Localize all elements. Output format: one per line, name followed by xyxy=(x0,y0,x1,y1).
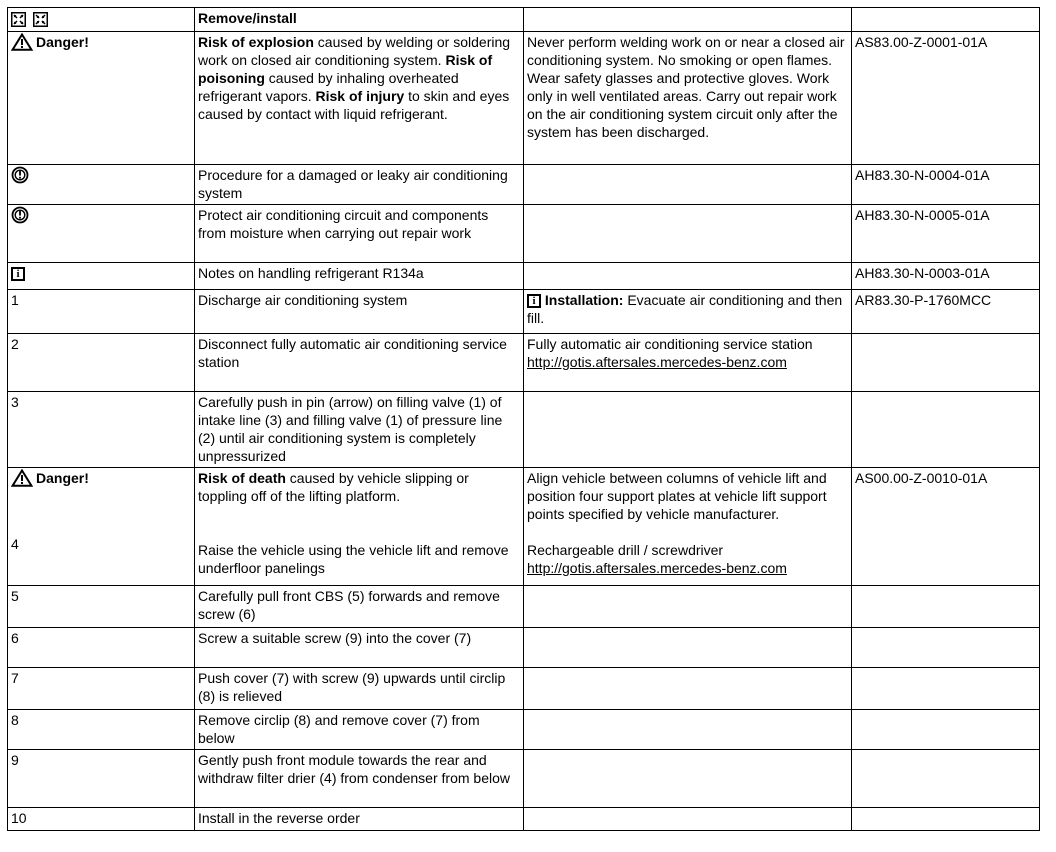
step-number: 4 xyxy=(11,536,19,552)
step-note xyxy=(524,628,852,668)
warning-triangle-icon xyxy=(11,33,33,51)
installation-text: Evacuate air conditioning and then fill. xyxy=(527,292,843,326)
tool-name: Fully automatic air conditioning service station xyxy=(527,336,813,352)
risk-label: Risk of explosion xyxy=(198,34,314,50)
tool-link[interactable]: http://gotis.aftersales.mercedes-benz.com xyxy=(527,354,787,370)
reference-link xyxy=(852,392,1040,468)
step-number: 8 xyxy=(8,710,195,750)
table-row xyxy=(8,290,1040,334)
step-note: Never perform welding work on or near a closed air conditioning system. No smoking or open flames. Wear safety glasses and protective gloves. Work only in well ventilated areas. Carry out repair work on the air conditioning system circuit only after the system has been discharged. xyxy=(524,32,852,165)
table-row xyxy=(8,263,1040,290)
step-description: Carefully pull front CBS (5) forwards and remove screw (6) xyxy=(195,586,524,628)
table-row xyxy=(8,808,1040,831)
header-empty-note xyxy=(524,8,852,32)
procedure-table xyxy=(7,7,1040,831)
danger-label: Danger! xyxy=(36,470,89,486)
step-note xyxy=(524,165,852,205)
step-description: Disconnect fully automatic air conditioning service station xyxy=(195,334,524,392)
step-number: 10 xyxy=(8,808,195,831)
reference-link xyxy=(852,750,1040,808)
step-description: Notes on handling refrigerant R134a xyxy=(195,263,524,290)
step-description: Carefully push in pin (arrow) on filling valve (1) of intake line (3) and filling valve (1) of pressure line (2) until air conditioning system is completely unpressurized xyxy=(195,392,524,468)
reference-link xyxy=(852,628,1040,668)
table-row xyxy=(8,750,1040,808)
risk-text: to skin and eyes caused by contact with liquid refrigerant. xyxy=(198,88,510,122)
marker-cell xyxy=(8,32,195,165)
step-number: 7 xyxy=(8,668,195,710)
step-note xyxy=(524,392,852,468)
step-description: Screw a suitable screw (9) into the cover (7) xyxy=(195,628,524,668)
table-row xyxy=(8,628,1040,668)
reference-link xyxy=(852,710,1040,750)
table-row xyxy=(8,710,1040,750)
step-note xyxy=(524,334,852,392)
table-row xyxy=(8,392,1040,468)
tool-name: Rechargeable drill / screwdriver xyxy=(527,542,724,558)
risk-label: Risk of injury xyxy=(315,88,405,104)
step-number: 3 xyxy=(8,392,195,468)
table-row xyxy=(8,205,1040,263)
marker-cell xyxy=(8,468,195,586)
table-row xyxy=(8,165,1040,205)
step-description: Push cover (7) with screw (9) upwards until circlip (8) is relieved xyxy=(195,668,524,710)
reference-link xyxy=(852,586,1040,628)
table-row xyxy=(8,468,1040,586)
header-empty-ref xyxy=(852,8,1040,32)
step-description xyxy=(195,32,524,165)
step-number: 1 xyxy=(8,290,195,334)
step-number: 9 xyxy=(8,750,195,808)
step-note xyxy=(524,263,852,290)
step-number: 6 xyxy=(8,628,195,668)
install-icon xyxy=(33,12,48,27)
step-number: 2 xyxy=(8,334,195,392)
marker-cell xyxy=(8,165,195,205)
risk-text: caused by inhaling overheated refrigerant vapors. xyxy=(198,70,459,104)
instruction-document xyxy=(7,7,1040,831)
risk-label: Risk of poisoning xyxy=(198,52,493,86)
caution-circle-icon xyxy=(11,166,29,184)
table-row xyxy=(8,334,1040,392)
step-note xyxy=(524,710,852,750)
step-note xyxy=(524,290,852,334)
header-title: Remove/install xyxy=(195,8,524,32)
risk-label: Risk of death xyxy=(198,470,286,486)
marker-cell xyxy=(8,263,195,290)
step-note xyxy=(524,750,852,808)
reference-link[interactable]: AH83.30-N-0005-01A xyxy=(852,205,1040,263)
step-note xyxy=(524,668,852,710)
risk-text: caused by vehicle slipping or toppling off of the lifting platform. xyxy=(198,470,469,504)
table-row xyxy=(8,668,1040,710)
step-description: Install in the reverse order xyxy=(195,808,524,831)
table-row xyxy=(8,586,1040,628)
step-description: Protect air conditioning circuit and components from moisture when carrying out repair work xyxy=(195,205,524,263)
step-description: Gently push front module towards the rear and withdraw filter drier (4) from condenser from below xyxy=(195,750,524,808)
reference-link[interactable]: AS83.00-Z-0001-01A xyxy=(852,32,1040,165)
reference-link[interactable]: AS00.00-Z-0010-01A xyxy=(852,468,1040,586)
step-description xyxy=(195,468,524,586)
step-note xyxy=(524,808,852,831)
risk-text: caused by welding or soldering work on closed air conditioning system. xyxy=(198,34,511,68)
step-note xyxy=(524,586,852,628)
reference-link xyxy=(852,668,1040,710)
info-box-icon: i xyxy=(527,294,541,308)
installation-label: Installation: xyxy=(544,292,624,308)
step-number: 5 xyxy=(8,586,195,628)
danger-note: Align vehicle between columns of vehicle lift and position four support plates at vehicle lift support points specified by vehicle manufacturer. xyxy=(527,470,827,522)
warning-triangle-icon xyxy=(11,469,33,487)
step-description: Remove circlip (8) and remove cover (7) from below xyxy=(195,710,524,750)
reference-link[interactable]: AH83.30-N-0004-01A xyxy=(852,165,1040,205)
step-description: Procedure for a damaged or leaky air conditioning system xyxy=(195,165,524,205)
marker-cell xyxy=(8,205,195,263)
reference-link[interactable]: AR83.30-P-1760MCC xyxy=(852,290,1040,334)
step-4-description: Raise the vehicle using the vehicle lift and remove underfloor panelings xyxy=(198,542,509,576)
info-box-icon: i xyxy=(11,267,25,281)
remove-icon xyxy=(11,12,26,27)
header-icons-cell xyxy=(8,8,195,32)
step-description: Discharge air conditioning system xyxy=(195,290,524,334)
danger-label: Danger! xyxy=(36,34,89,50)
step-note xyxy=(524,468,852,586)
caution-circle-icon xyxy=(11,206,29,224)
header-row xyxy=(8,8,1040,32)
table-row xyxy=(8,32,1040,165)
reference-link[interactable]: AH83.30-N-0003-01A xyxy=(852,263,1040,290)
reference-link xyxy=(852,808,1040,831)
reference-link xyxy=(852,334,1040,392)
step-note xyxy=(524,205,852,263)
tool-link[interactable]: http://gotis.aftersales.mercedes-benz.com xyxy=(527,560,787,576)
